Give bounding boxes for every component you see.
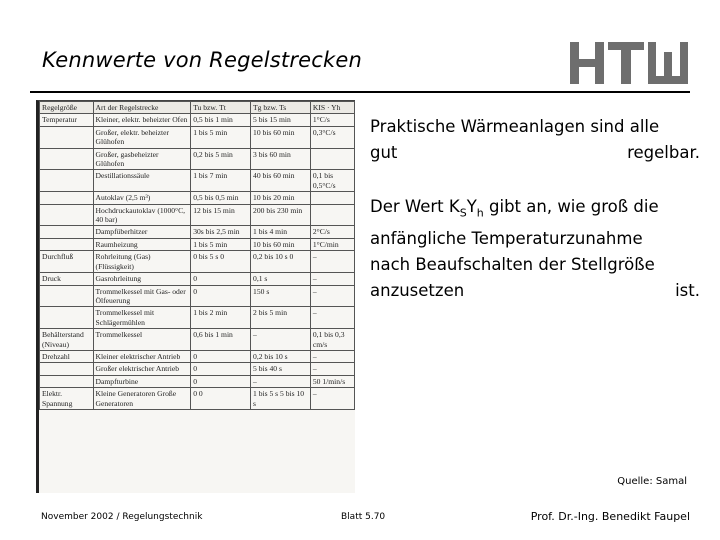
characteristics-table [39, 101, 355, 410]
table-cell: – [310, 350, 354, 362]
table-cell: 1°C/min [310, 238, 354, 250]
table-cell [40, 238, 94, 250]
table-cell: – [310, 363, 354, 375]
table-row [40, 114, 355, 126]
table-cell: Autoklav (2,5 m³) [93, 192, 191, 204]
table-cell: 0,1 s [251, 273, 311, 285]
paragraph-line: anfängliche Temperaturzunahme [370, 229, 643, 249]
table-row [40, 273, 355, 285]
footer-date-course: November 2002 / Regelungstechnik [41, 512, 203, 522]
table-cell: 1 bis 2 min [191, 307, 251, 329]
table-cell [310, 148, 354, 170]
table-cell: Kleine Generatoren Große Generatoren [93, 388, 191, 410]
table-cell: 1 bis 5 min [191, 126, 251, 148]
table-cell: Drehzahl [40, 350, 94, 362]
table-cell: 5 bis 40 s [251, 363, 311, 375]
characteristics-table-scan [36, 100, 355, 493]
table-cell: Kleiner elektrischer Antrieb [93, 350, 191, 362]
footer-page-number: Blatt 5.70 [341, 512, 386, 522]
table-header-row [40, 102, 355, 114]
table-cell [40, 192, 94, 204]
table-row [40, 363, 355, 375]
table-cell: Rohrleitung (Gas) (Flüssigkeit) [93, 251, 191, 273]
table-row [40, 148, 355, 170]
slide-title: Kennwerte von Regelstrecken [42, 48, 363, 72]
table-cell: 50 1/min/s [310, 375, 354, 387]
table-cell: 200 bis 230 min [251, 204, 311, 226]
table-cell [40, 126, 94, 148]
table-cell: 0 [191, 273, 251, 285]
table-cell: 1 bis 5 min [191, 238, 251, 250]
table-cell: 0,5 bis 1 min [191, 114, 251, 126]
table-cell: 0,1 bis 0,5°C/s [310, 170, 354, 192]
paragraph-ksyh [370, 194, 700, 304]
table-cell: 10 bis 20 min [251, 192, 311, 204]
formula-subscript-s: S [459, 206, 467, 220]
table-cell: 0,2 bis 10 s 0 [251, 251, 311, 273]
table-cell [40, 285, 94, 307]
table-row [40, 375, 355, 387]
table-cell [40, 170, 94, 192]
formula-suffix: gibt an, wie groß die [483, 197, 659, 216]
source-note: Quelle: Samal [617, 476, 687, 487]
table-row [40, 204, 355, 226]
table-cell: 0 bis 5 s 0 [191, 251, 251, 273]
table-row [40, 170, 355, 192]
table-header-cell: Tg bzw. Ts [251, 102, 311, 114]
table-row [40, 307, 355, 329]
table-cell: 5 bis 15 min [251, 114, 311, 126]
table-row [40, 251, 355, 273]
formula-subscript-h: h [476, 206, 484, 220]
table-cell: 0,6 bis 1 min [191, 329, 251, 351]
table-cell [40, 307, 94, 329]
table-cell: Elektr. Spannung [40, 388, 94, 410]
table-cell: 40 bis 60 min [251, 170, 311, 192]
table-header-cell: Regelgröße [40, 102, 94, 114]
table-cell [40, 148, 94, 170]
table-cell [310, 204, 354, 226]
table-cell: Durchfluß [40, 251, 94, 273]
table-cell: 30s bis 2,5 min [191, 226, 251, 238]
table-cell [40, 363, 94, 375]
table-cell: 0 [191, 375, 251, 387]
table-cell: 0,2 bis 10 s [251, 350, 311, 362]
table-cell: 150 s [251, 285, 311, 307]
table-cell: – [251, 329, 311, 351]
table-cell: – [310, 388, 354, 410]
table-cell: 0,3°C/s [310, 126, 354, 148]
paragraph-line: nach Beaufschalten der Stellgröße [370, 255, 655, 275]
table-cell: – [310, 251, 354, 273]
table-cell: – [310, 285, 354, 307]
table-cell: Trommelkessel mit Schlägermühlen [93, 307, 191, 329]
table-cell: 0 [191, 285, 251, 307]
table-cell [40, 226, 94, 238]
table-cell: Großer, gasbeheizter Glühofen [93, 148, 191, 170]
table-cell: Hochdruckautoklav (1000°C, 40 bar) [93, 204, 191, 226]
table-cell: 0 0 [191, 388, 251, 410]
table-cell: 12 bis 15 min [191, 204, 251, 226]
table-cell: 0,1 bis 0,3 cm/s [310, 329, 354, 351]
paragraph-line-formula [370, 194, 700, 226]
table-row [40, 329, 355, 351]
htw-logo [568, 38, 690, 88]
table-cell: 1 bis 5 s 5 bis 10 s [251, 388, 311, 410]
table-cell: Trommelkessel [93, 329, 191, 351]
table-cell: 10 bis 60 min [251, 238, 311, 250]
table-cell: 10 bis 60 min [251, 126, 311, 148]
table-cell: – [310, 307, 354, 329]
table-cell: Temperatur [40, 114, 94, 126]
table-row [40, 388, 355, 410]
table-row [40, 192, 355, 204]
table-cell: Dampfturbine [93, 375, 191, 387]
paragraph-line: gut regelbar. [370, 143, 700, 162]
table-cell: 3 bis 60 min [251, 148, 311, 170]
table-cell: 0 [191, 350, 251, 362]
table-cell [40, 204, 94, 226]
table-cell: 0,2 bis 5 min [191, 148, 251, 170]
table-cell: Behälterstand (Niveau) [40, 329, 94, 351]
table-header-cell: Tu bzw. Tt [191, 102, 251, 114]
table-cell: 2 bis 5 min [251, 307, 311, 329]
table-cell: Dampfüberhitzer [93, 226, 191, 238]
table-cell: Großer elektrischer Antrieb [93, 363, 191, 375]
formula-y: Y [466, 197, 477, 216]
table-cell: Raumheizung [93, 238, 191, 250]
table-cell: Gasrohrleitung [93, 273, 191, 285]
paragraph-regelbar [370, 114, 700, 166]
title-divider [30, 91, 690, 93]
paragraph-line: anzusetzen ist. [370, 281, 700, 301]
table-cell: 1°C/s [310, 114, 354, 126]
table-cell [40, 375, 94, 387]
table-row [40, 285, 355, 307]
table-cell: Kleiner, elektr. beheizter Ofen [93, 114, 191, 126]
table-cell: Trommelkessel mit Gas- oder Ölfeuerung [93, 285, 191, 307]
table-row [40, 350, 355, 362]
paragraph-line: Praktische Wärmeanlagen sind alle [370, 117, 660, 136]
table-header-cell: KIS · Yh [310, 102, 354, 114]
table-header-cell: Art der Regelstrecke [93, 102, 191, 114]
formula-prefix: Der Wert K [370, 197, 460, 216]
footer-author: Prof. Dr.-Ing. Benedikt Faupel [530, 510, 690, 523]
table-cell: Druck [40, 273, 94, 285]
table-row [40, 226, 355, 238]
table-cell: Großer, elektr. beheizter Glühofen [93, 126, 191, 148]
table-cell: 0 [191, 363, 251, 375]
table-row [40, 238, 355, 250]
table-cell [310, 192, 354, 204]
table-cell: 0,5 bis 0,5 min [191, 192, 251, 204]
table-cell: Destillationssäule [93, 170, 191, 192]
table-cell: 1 bis 7 min [191, 170, 251, 192]
table-cell: 1 bis 4 min [251, 226, 311, 238]
table-cell: 2°C/s [310, 226, 354, 238]
table-cell: – [251, 375, 311, 387]
table-cell: – [310, 273, 354, 285]
table-row [40, 126, 355, 148]
